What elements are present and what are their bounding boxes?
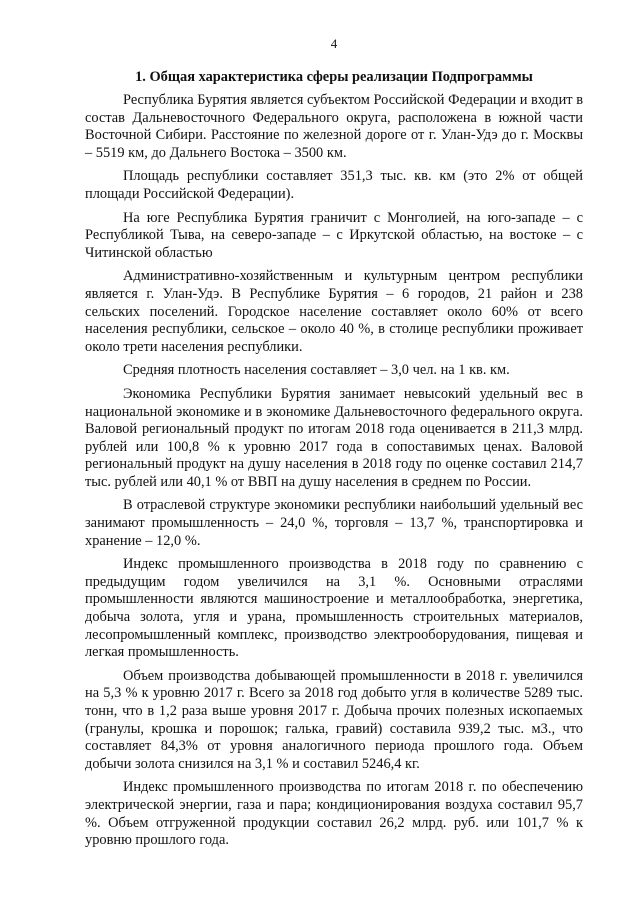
paragraph-location: Республика Бурятия является субъектом Российской Федерации и входит в состав Дальневосточного Федерального округа, расположена в южной части Восточной Сибири. Расстояние по железной дороге от г. Улан-Удэ до г. Москвы – 5519 км, до Дальнего Востока – 3500 км. [85, 92, 583, 161]
paragraph-mining: Объем производства добывающей промышленности в 2018 г. увеличился на 5,3 % к уровню 2017 г. Всего за 2018 год добыто угля в количестве 5289 тыс. тонн, что в 1,2 раза выше уровня 2017 г. Добыча прочих полезных ископаемых (гранулы, крошка и порошок; галька, гравий) составила 939,2 тыс. м3., что составляет 84,3% от уровня аналогичного периода прошлого года. Объем добычи золота снизился на 3,1 % и составил 5246,4 кг. [85, 667, 583, 772]
paragraph-economy: Экономика Республики Бурятия занимает невысокий удельный вес в национальной экономике и в экономике Дальневосточного федерального округа. Валовой региональный продукт по итогам 2018 года оценивается в 211,3 млрд. рублей или 100,8 % к уровню 2017 года в сопоставимых ценах. Валовой региональный продукт на душу населения в 2018 году по оценке составил 214,7 тыс. рублей или 40,1 % от ВВП на душу населения в среднем по России. [85, 385, 583, 490]
section-heading: 1. Общая характеристика сферы реализации Подпрограммы [135, 69, 533, 85]
page-number: 4 [330, 36, 338, 51]
paragraph-administrative-center: Административно-хозяйственным и культурным центром республики является г. Улан-Удэ. В Республике Бурятия – 6 городов, 21 район и 238 сельских поселений. Городское население составляет около 60% от всего населения республики, сельское – около 40 %, в столице республики проживает около трети населения республики. [85, 268, 583, 355]
paragraph-sector-structure: В отраслевой структуре экономики республики наибольший удельный вес занимают промышленность – 24,0 %, торговля – 13,7 %, транспортировка и хранение – 12,0 %. [85, 497, 583, 549]
paragraph-area: Площадь республики составляет 351,3 тыс. кв. км (это 2% от общей площади Российской Федерации). [85, 168, 583, 202]
paragraph-energy-index: Индекс промышленного производства по итогам 2018 г. по обеспечению электрической энергии, газа и пара; кондиционирования воздуха составил 95,7 %. Объем отгруженной продукции составил 26,2 млрд. руб. или 101,7 % к уровню прошлого года. [85, 779, 583, 849]
paragraph-density: Средняя плотность населения составляет – 3,0 чел. на 1 кв. км. [123, 362, 510, 379]
paragraph-industrial-index: Индекс промышленного производства в 2018 году по сравнению с предыдущим годом увеличился на 3,1 %. Основными отраслями промышленности являются машиностроение и металлообработка, энергетика, добыча золота, угля и урана, промышленность строительных материалов, лесопромышленный комплекс, производство электрооборудования, пищевая и легкая промышленность. [85, 556, 583, 661]
paragraph-borders: На юге Республика Бурятия граничит с Монголией, на юго-западе – с Республикой Тыва, на северо-западе – с Иркутской областью, на востоке – с Читинской областью [85, 209, 583, 261]
